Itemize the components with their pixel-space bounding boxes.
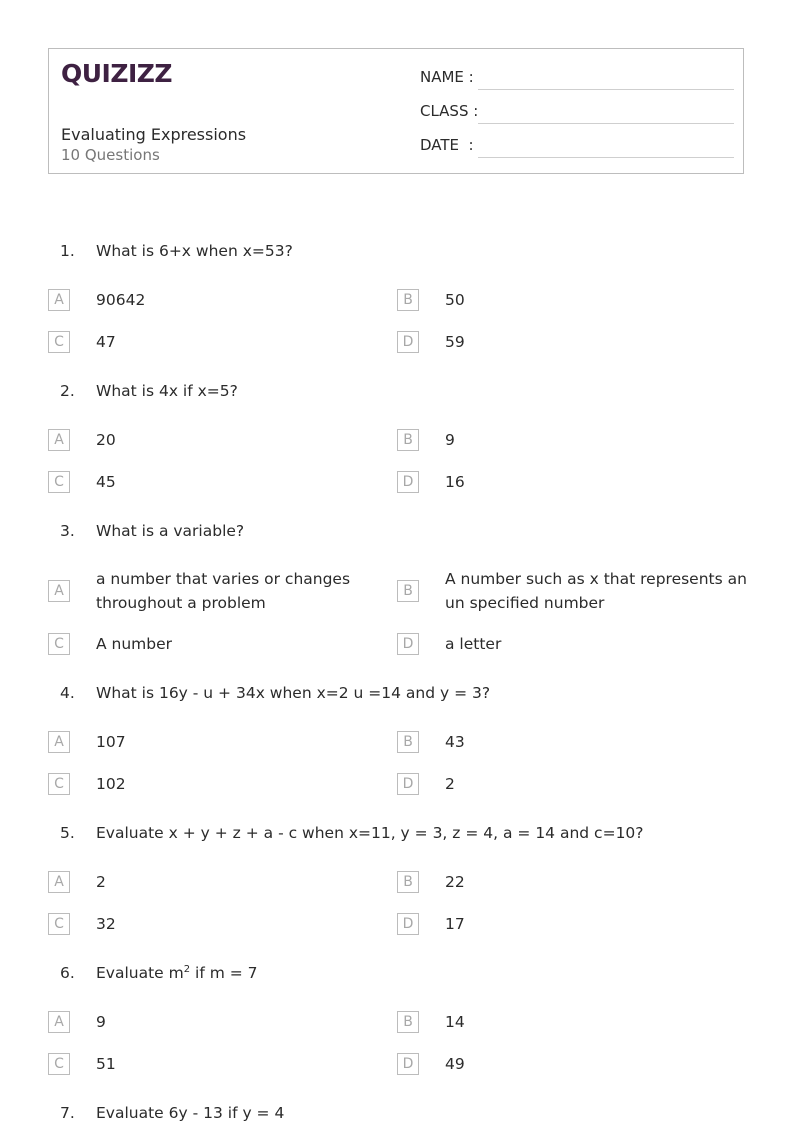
date-line[interactable] (478, 157, 734, 158)
class-label: CLASS : (420, 102, 479, 120)
option-text: 32 (96, 915, 116, 933)
worksheet-title: Evaluating Expressions (61, 125, 247, 144)
worksheet-header (48, 48, 744, 174)
option-text: 102 (96, 775, 126, 793)
option-text: 2 (96, 873, 106, 891)
option-text: 20 (96, 431, 116, 449)
option-letter-box: C (48, 913, 70, 935)
option-letter-box: B (397, 731, 419, 753)
question-text: What is 6+x when x=53? (96, 242, 293, 260)
date-field[interactable] (420, 136, 734, 158)
option-text-line-1: A number such as x that represents an (445, 570, 747, 588)
question-text: What is 4x if x=5? (96, 382, 238, 400)
name-line[interactable] (478, 89, 734, 90)
option-text: 2 (445, 775, 455, 793)
option-text: 14 (445, 1013, 465, 1031)
option-text: A number (96, 635, 173, 653)
option-text: a letter (445, 635, 502, 653)
question-text: What is 16y - u + 34x when x=2 u =14 and y = 3? (96, 684, 491, 702)
option-letter-box: D (397, 773, 419, 795)
option-letter-box: A (48, 580, 70, 602)
question-number: 1. (60, 242, 75, 260)
option-text: 9 (96, 1013, 106, 1031)
option-text: 16 (445, 473, 465, 491)
option-text: 50 (445, 291, 465, 309)
option-text: 45 (96, 473, 116, 491)
option-text: 90642 (96, 291, 146, 309)
question-number: 6. (60, 964, 75, 982)
question-number: 3. (60, 522, 75, 540)
question-number: 4. (60, 684, 75, 702)
option-letter-box: A (48, 1011, 70, 1033)
option-letter-box: D (397, 633, 419, 655)
option-letter-box: A (48, 289, 70, 311)
option-letter-box: C (48, 1053, 70, 1075)
option-text-line-2: un specified number (445, 594, 605, 612)
exponent: 2 (183, 964, 191, 975)
option-text: 47 (96, 333, 116, 351)
option-letter-box: B (397, 429, 419, 451)
option-letter-box: C (48, 633, 70, 655)
question-number: 7. (60, 1104, 75, 1122)
option-letter-box: D (397, 913, 419, 935)
option-text: 43 (445, 733, 465, 751)
option-text: 17 (445, 915, 465, 933)
class-field[interactable] (420, 102, 734, 124)
option-text: 107 (96, 733, 126, 751)
question-number: 2. (60, 382, 75, 400)
name-field[interactable] (420, 68, 734, 90)
option-letter-box: B (397, 580, 419, 602)
option-text-line-1: a number that varies or changes (96, 570, 351, 588)
option-letter-box: A (48, 731, 70, 753)
option-letter-box: D (397, 331, 419, 353)
option-text: 22 (445, 873, 465, 891)
question-text: What is a variable? (96, 522, 245, 540)
option-letter-box: B (397, 1011, 419, 1033)
question-text-after: if m = 7 (190, 964, 258, 983)
question-text: Evaluate x + y + z + a - c when x=11, y = 3, z = 4, a = 14 and c=10? (96, 824, 644, 842)
name-label: NAME : (420, 68, 474, 86)
question-text: Evaluate 6y - 13 if y = 4 (96, 1104, 285, 1122)
option-text: 9 (445, 431, 455, 449)
option-letter-box: C (48, 471, 70, 493)
option-letter-box: C (48, 773, 70, 795)
option-letter-box: D (397, 1053, 419, 1075)
option-letter-box: C (48, 331, 70, 353)
question-number: 5. (60, 824, 75, 842)
class-line[interactable] (478, 123, 734, 124)
question-text-before: Evaluate m (96, 964, 184, 983)
option-letter-box: B (397, 871, 419, 893)
option-text: 49 (445, 1055, 465, 1073)
option-letter-box: A (48, 871, 70, 893)
quizizz-logo: QUIZIZZ (61, 59, 173, 88)
option-text: 51 (96, 1055, 116, 1073)
option-letter-box: B (397, 289, 419, 311)
option-text-line-2: throughout a problem (96, 594, 266, 612)
question-text (96, 964, 258, 982)
date-label: DATE : (420, 136, 474, 154)
option-letter-box: A (48, 429, 70, 451)
option-text: 59 (445, 333, 465, 351)
question-count: 10 Questions (61, 146, 160, 164)
option-letter-box: D (397, 471, 419, 493)
